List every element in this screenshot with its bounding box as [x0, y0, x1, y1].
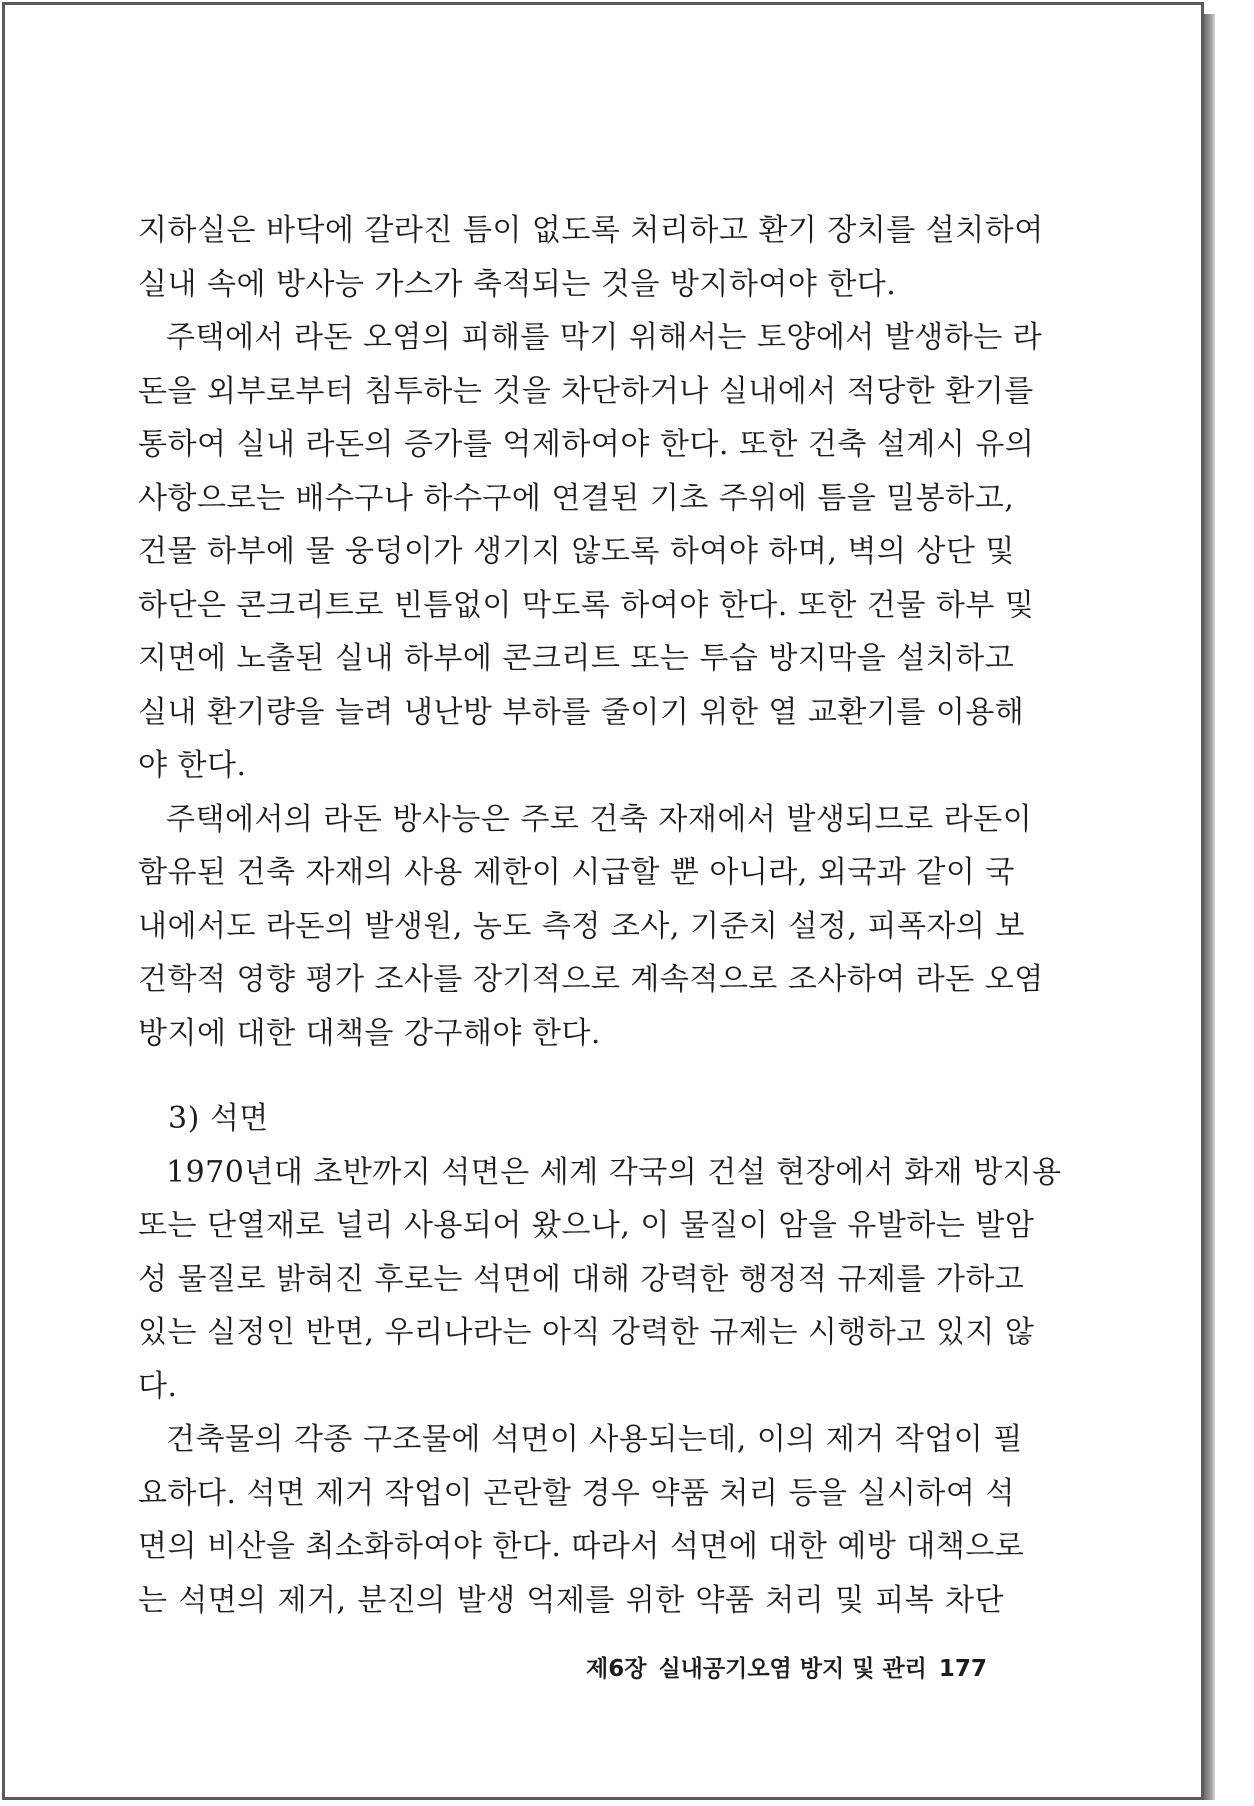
paragraph-start-line: 주택에서의 라돈 방사능은 주로 건축 자재에서 발생되므로 라돈이	[166, 801, 1033, 837]
page-number: 177	[938, 1656, 987, 1682]
text-line: 내에서도 라돈의 발생원, 농도 측정 조사, 기준치 설정, 피폭자의 보	[138, 908, 1025, 944]
text-line: 건물 하부에 물 웅덩이가 생기지 않도록 하여야 하며, 벽의 상단 및	[138, 534, 1015, 569]
running-footer	[574, 1650, 987, 1683]
text-line: 함유된 건축 자재의 사용 제한이 시급할 뿐 아니라, 외국과 같이 국	[138, 855, 1015, 890]
footer-chapter: 제6장	[586, 1656, 647, 1682]
section-heading: 3) 석면	[168, 1101, 269, 1136]
text-line: 요하다. 석면 제거 작업이 곤란할 경우 약품 처리 등을 실시하여 석	[138, 1475, 1015, 1511]
text-line: 사항으로는 배수구나 하수구에 연결된 기초 주위에 틈을 밀봉하고,	[138, 480, 1015, 516]
text-line: 는 석면의 제거, 분진의 발생 억제를 위한 약품 처리 및 피복 차단	[138, 1582, 1004, 1618]
paragraph-start-line: 건축물의 각종 구조물에 석면이 사용되는데, 이의 제거 작업이 필	[166, 1422, 1023, 1457]
page-body	[138, 204, 1062, 1627]
page-edge-shadow	[1204, 14, 1215, 1800]
text-line: 지하실은 바닥에 갈라진 틈이 없도록 처리하고 환기 장치를 설치하여	[138, 213, 1044, 248]
text-line: 하단은 콘크리트로 빈틈없이 막도록 하여야 한다. 또한 건물 하부 및	[138, 587, 1035, 623]
text-line: 면의 비산을 최소화하여야 한다. 따라서 석면에 대한 예방 대책으로	[138, 1529, 1025, 1564]
footer-title: 실내공기오염 방지 및 관리	[658, 1656, 927, 1682]
text-line: 방지에 대한 대책을 강구해야 한다.	[138, 1015, 601, 1051]
paragraph-start-line: 주택에서 라돈 오염의 피해를 막기 위해서는 토양에서 발생하는 라	[166, 320, 1043, 355]
section-spacer	[138, 1060, 1004, 1092]
text-line: 지면에 노출된 실내 하부에 콘크리트 또는 투습 방지막을 설치하고	[138, 641, 1015, 676]
text-line: 성 물질로 밝혀진 후로는 석면에 대해 강력한 행정적 규제를 가하고	[138, 1261, 1025, 1297]
paragraph-start-line: 1970년대 초반까지 석면은 세계 각국의 건설 현장에서 화재 방지용	[166, 1154, 1062, 1190]
text-line: 또는 단열재로 널리 사용되어 왔으나, 이 물질이 암을 유발하는 발암	[138, 1208, 1035, 1243]
text-line: 통하여 실내 라돈의 증가를 억제하여야 한다. 또한 건축 설계시 유의	[138, 427, 1035, 462]
text-line: 다.	[138, 1368, 178, 1404]
text-line: 야 한다.	[138, 748, 247, 783]
text-line: 돈을 외부로부터 침투하는 것을 차단하거나 실내에서 적당한 환기를	[138, 373, 1034, 409]
text-line: 실내 속에 방사능 가스가 축적되는 것을 방지하여야 한다.	[138, 266, 897, 302]
text-line: 있는 실정인 반면, 우리나라는 아직 강력한 규제는 시행하고 있지 않	[138, 1315, 1035, 1350]
text-line: 건학적 영향 평가 조사를 장기적으로 계속적으로 조사하여 라돈 오염	[138, 962, 1044, 997]
text-line: 실내 환기량을 늘려 냉난방 부하를 줄이기 위한 열 교환기를 이용해	[138, 694, 1025, 730]
